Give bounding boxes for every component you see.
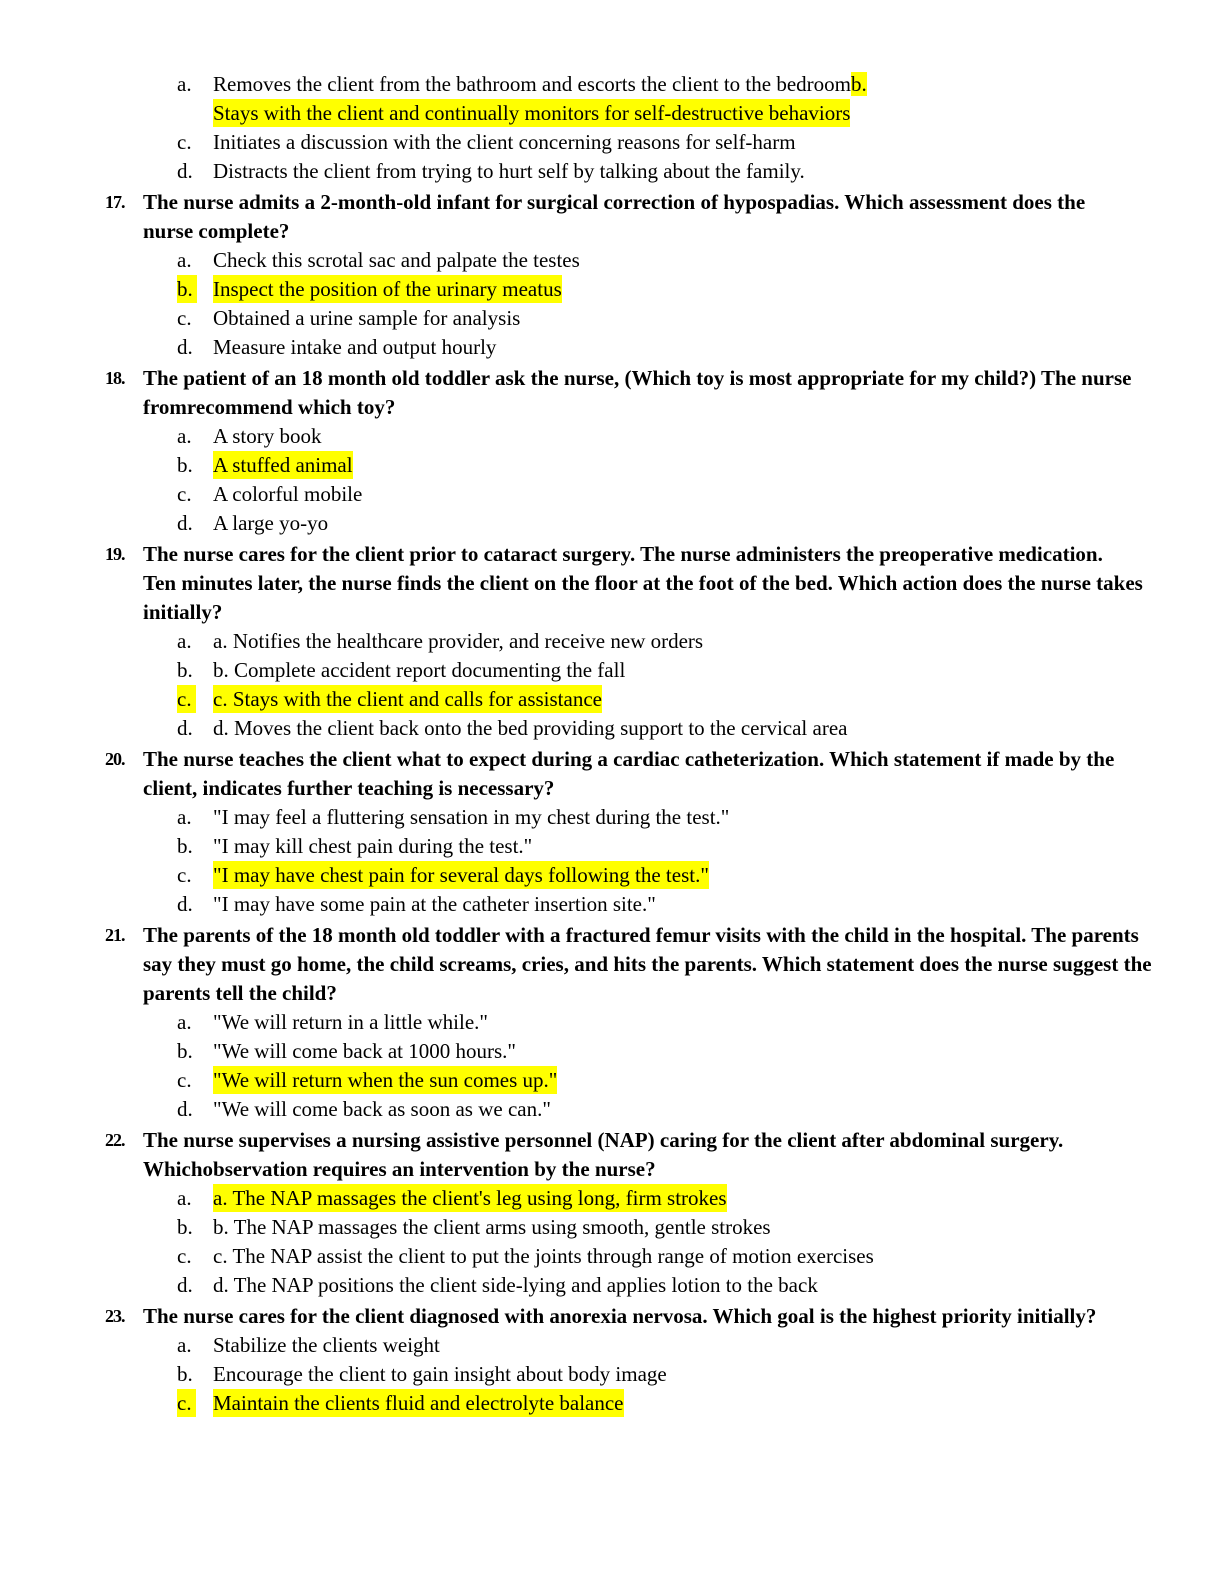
question-stem: The nurse admits a 2-month-old infant for surgical correction of hypospadias. Which assessment does the [143, 190, 1086, 214]
option-text: "I may feel a fluttering sensation in my chest during the test." [213, 805, 730, 829]
option-text: Obtained a urine sample for analysis [213, 306, 521, 330]
question-stem: The nurse cares for the client prior to cataract surgery. The nurse administers the preoperative medication. [143, 542, 1103, 566]
option-text: "We will come back as soon as we can." [213, 1097, 551, 1121]
option-label: c. [177, 482, 192, 506]
option-label: b. [177, 658, 193, 682]
option-text: "We will return in a little while." [213, 1010, 488, 1034]
option-label: a. [177, 248, 192, 272]
option-text: Check this scrotal sac and palpate the testes [213, 248, 580, 272]
option-label: b. [177, 453, 193, 477]
option-text: Encourage the client to gain insight about body image [213, 1362, 667, 1386]
option-label: d. [177, 511, 193, 535]
question-number: 20. [105, 749, 125, 769]
option-text: "We will come back at 1000 hours." [213, 1039, 516, 1063]
option-label: a. [177, 1186, 192, 1210]
option-label: a. [177, 629, 192, 653]
option-label: a. [177, 424, 192, 448]
q16-option-d: Distracts the client from trying to hurt self by talking about the family. [213, 159, 805, 183]
option-label: c. [177, 685, 196, 713]
q16-option-b: Stays with the client and continually monitors for self-destructive behaviors [213, 101, 851, 125]
question-stem: say they must go home, the child screams, cries, and hits the parents. Which statement does the nurse suggest the [143, 952, 1152, 976]
option-text: b. Complete accident report documenting the fall [213, 658, 626, 682]
question-stem: Whichobservation requires an intervention by the nurse? [143, 1157, 656, 1181]
option-label: b. [177, 1215, 193, 1239]
option-label: a. [177, 1333, 192, 1357]
question-number: 21. [105, 925, 125, 945]
option-label: a. [177, 72, 192, 96]
option-label: d. [177, 159, 193, 183]
question-stem: The nurse cares for the client diagnosed with anorexia nervosa. Which goal is the highest priority initially? [143, 1304, 1097, 1328]
question-stem: Ten minutes later, the nurse finds the client on the floor at the foot of the bed. Which action does the nurse takes [143, 571, 1143, 595]
option-label: b. [177, 1362, 193, 1386]
option-label-highlighted: b. [851, 72, 867, 96]
option-text: c. The NAP assist the client to put the joints through range of motion exercises [213, 1244, 874, 1268]
option-text-highlighted: A stuffed animal [213, 453, 353, 477]
option-text: Measure intake and output hourly [213, 335, 497, 359]
option-text: A colorful mobile [213, 482, 363, 506]
option-label: c. [177, 1244, 192, 1268]
option-label: c. [177, 130, 192, 154]
option-label: c. [177, 1389, 196, 1417]
option-text-highlighted: Inspect the position of the urinary meatus [213, 277, 562, 301]
question-stem: The parents of the 18 month old toddler with a fractured femur visits with the child in the hospital. The parents [143, 923, 1139, 947]
option-text: Stabilize the clients weight [213, 1333, 440, 1357]
question-number: 22. [105, 1130, 125, 1150]
question-stem: fromrecommend which toy? [143, 395, 396, 419]
question-stem: The nurse supervises a nursing assistive personnel (NAP) caring for the client after abdominal surgery. [143, 1128, 1064, 1152]
option-label: d. [177, 1097, 193, 1121]
q16-option-a [213, 70, 867, 98]
option-text-highlighted: Maintain the clients fluid and electrolyte balance [213, 1391, 624, 1415]
question-stem: nurse complete? [143, 219, 290, 243]
question-number: 19. [105, 544, 125, 564]
option-text: A large yo-yo [213, 511, 329, 535]
option-label: b. [177, 1039, 193, 1063]
q16-option-c: Initiates a discussion with the client concerning reasons for self-harm [213, 130, 796, 154]
option-label: c. [177, 863, 192, 887]
option-text: d. Moves the client back onto the bed providing support to the cervical area [213, 716, 848, 740]
option-label: a. [177, 805, 192, 829]
option-text-highlighted: "I may have chest pain for several days following the test." [213, 863, 709, 887]
option-label: c. [177, 306, 192, 330]
option-text: A story book [213, 424, 322, 448]
option-label: a. [177, 1010, 192, 1034]
option-label: d. [177, 1273, 193, 1297]
option-text: b. The NAP massages the client arms using smooth, gentle strokes [213, 1215, 771, 1239]
option-text: "I may have some pain at the catheter insertion site." [213, 892, 656, 916]
question-stem: The nurse teaches the client what to expect during a cardiac catheterization. Which statement if made by the [143, 747, 1115, 771]
option-text-highlighted: "We will return when the sun comes up." [213, 1068, 558, 1092]
option-text: a. Notifies the healthcare provider, and receive new orders [213, 629, 704, 653]
question-stem: client, indicates further teaching is necessary? [143, 776, 555, 800]
option-label: b. [177, 834, 193, 858]
option-text: "I may kill chest pain during the test." [213, 834, 533, 858]
option-label: c. [177, 1068, 192, 1092]
option-text: d. The NAP positions the client side-lying and applies lotion to the back [213, 1273, 818, 1297]
option-text-highlighted: c. Stays with the client and calls for assistance [213, 687, 602, 711]
question-number: 18. [105, 368, 125, 388]
option-text: Removes the client from the bathroom and escorts the client to the bedroom [213, 72, 851, 96]
question-number: 17. [105, 192, 125, 212]
question-stem: parents tell the child? [143, 981, 337, 1005]
option-label: b. [177, 275, 197, 303]
question-number: 23. [105, 1306, 125, 1326]
question-stem: The patient of an 18 month old toddler ask the nurse, (Which toy is most appropriate for my child?) The nurse [143, 366, 1132, 390]
question-stem: initially? [143, 600, 223, 624]
option-label: d. [177, 716, 193, 740]
option-text-highlighted: a. The NAP massages the client's leg using long, firm strokes [213, 1186, 727, 1210]
option-label: d. [177, 335, 193, 359]
option-label: d. [177, 892, 193, 916]
